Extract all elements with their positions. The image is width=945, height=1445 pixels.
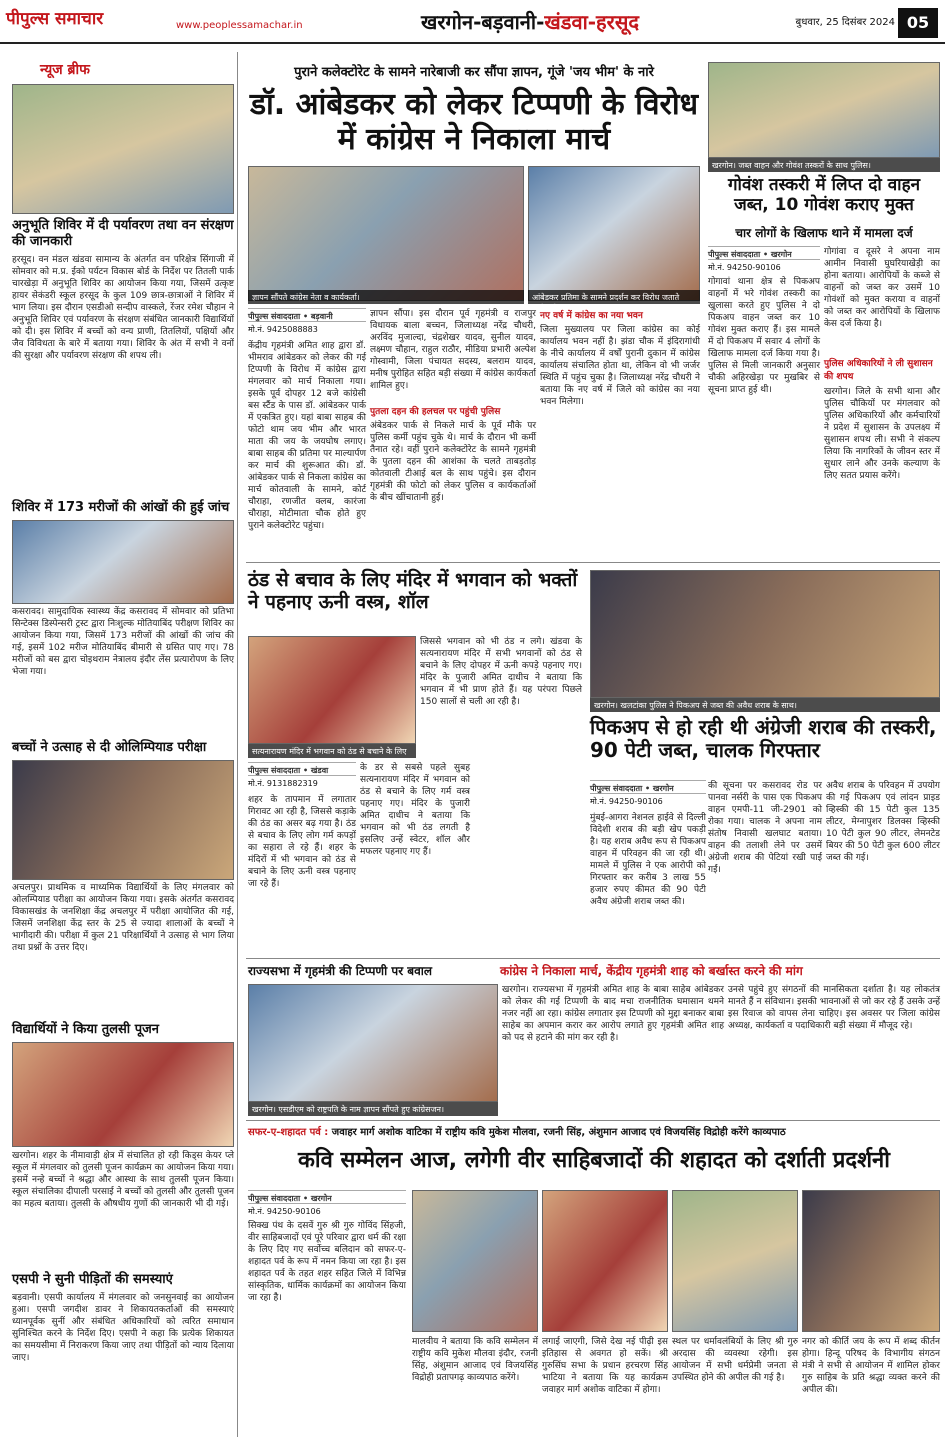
liquor-body-col3: अवैध शराब के परिवहन में उपयोग की गई पिकअप एवं लांदन प्राइड व्हिस्की की 15 पेटी कुल 135 लीटर, मेग्नापुशर डिलक्स व्हिस्की 10 पेटी कुल 90 लीटर, लेमनटेड बियर की 50 पेटी कुल 600 लीटर जब्त की गई। [826,781,940,863]
liquor-photo-caption: खरगोन। खलटांका पुलिस ने पिकअप से जब्त की अवैध शराब के साथ। [590,698,940,712]
lead-photo-2-caption: आंबेडकर प्रतिमा के सामने प्रदर्शन कर विरोध जताते कांग्रेस नेता। [528,290,700,304]
congress-march-body-2: उनसे पहुंचे हुए संगठनों की मानसिकता दर्शाता है। यह लोकतंत्र मानते हैं न संविधान। इसकी भावनाओं से जो कर रहे हैं उसके उन्हें इस रिवाज को वापस लेना चाहिए। इस अवसर पर जिला कांग्रेस अध्यक्ष, कार्यकर्ता व पदाधिकारी बड़ी संख्या में मौजूद रहे। [728,985,940,1031]
brief4-title: विद्यार्थियों ने किया तुलसी पूजन [12,1022,159,1037]
poet-body-col4: स्थल पर धर्मावलंबियों के लिए श्री गुरु अरदास की व्यवस्था रहेगी। इस आयोजन में सभी धर्मप्रेमी जनता से उपस्थित होने की अपील की गई है। [672,1337,798,1383]
olympiad-photo [12,760,234,880]
temple-body-col2: के डर से सबसे पहले सुबह सत्यनारायण मंदिर में भगवान को ठंड से बचाने के लिए गर्म वस्त्र पहनाए गए। मंदिर के पुजारी अमित दाधीच ने बताया कि भगवान को भी ठंड लगती है इसलिए उन्हें स्वेटर, शॉल और मफलर पहनाए गए हैं। [360,763,470,857]
oath-subhead: पुलिस अधिकारियों ने ली सुशासन की शपथ [824,359,933,382]
memorandum-photo [248,984,498,1102]
website-url: www.peoplessamachar.in [176,20,303,31]
poet-portrait-2 [542,1190,668,1332]
poet-body-col2: मालवीय ने बताया कि कवि सम्मेलन में राष्ट्रीय कवि मुकेश मौलवा इंदौर, रजनी सिंह, अंशुमान आजाद एवं विजयसिंह विद्रोही प्रतापगढ़ काव्यपाठ करेंगे। [412,1337,538,1383]
lead-photo-1-caption: ज्ञापन सौंपते कांग्रेस नेता व कार्यकर्ता। [248,290,524,304]
poet-headline: कवि सम्मेलन आज, लगेगी वीर साहिबजादों की शहादत को दर्शाती प्रदर्शनी [298,1148,890,1173]
cattle-byline: पीपुल्स संवाददाता • खरगोन [708,246,820,260]
camp-photo [12,84,234,214]
temple-byline: पीपुल्स संवाददाता • खंडवा [248,762,356,776]
temple-mobile: मो.नं. 9131882319 [248,779,318,788]
cattle-subhead: चार लोगों के खिलाफ थाने में मामला दर्ज [735,226,913,240]
liquor-photo [590,570,940,698]
section-title-b: खंडवा-हरसूद [544,10,639,34]
brief1-body: हरसूद। वन मंडल खंडवा सामान्य के अंतर्गत वन परिक्षेत्र सिंगाजी में सोमवार को म.प्र. ईको पर्यटन विकास बोर्ड के निर्देश पर तितली पार्क चारखेड़ा में अनुभूति शिविर का आयोजन किया गया, जिसमें उत्कृष्ट हायर सेकंडरी स्कूल हरसूद के कुल 109 छात्र-छात्राओं ने शिविर में भाग लिया। इस दौरान एसडीओ सन्दीप वास्कले, रेंजर रमेश चौहान ने अनुभूति शिविर एवं पर्यावरण के संरक्षण संबंधित जानकारी विद्यार्थियों को दी। इस शिविर में बच्चों को वन्य प्राणी, तितलियों, पक्षियों और जैव विविधता के बारे में बताया गया। शिविर के अंत में सभी ने वनों की सुरक्षा और पर्यावरण संरक्षण की शपथ ली। [12,255,234,361]
eye-camp-photo [12,520,234,604]
brief2-body: कसरावद। सामुदायिक स्वास्थ्य केंद्र कसरावद में सोमवार को प्रतिभा सिन्टेक्स डिस्पेन्सरी ट्रस्ट द्वारा निःशुल्क मोतियाबिंद परीक्षण शिविर का आयोजन किया गया, जिसमें 173 मरीजों की आंखों की जांच की गई, इसमें 102 मरीज मोतियाबिंद बीमारी से ग्रसित पाए गए। 78 मरीजों को बस द्वारा चोइथराम नेत्रालय इंदौर लेंस प्रत्यारोपण के लिए भेजा गया। [12,607,234,677]
liquor-body-col2: की सूचना पर कसरावद रोड पर पानवा नर्सरी के पास एक पिकअप वाहन एमपी-11 जी-2901 को रोका गया। चालक ने अपना नाम संतोष निवासी खलघाट बताया। वाहन की तलाशी लेने पर उसमें अंग्रेजी शराब की पेटियां रखी पाई गईं। [708,781,822,875]
lead-photo-1 [248,166,524,301]
section-title-a: खरगोन-बड़वानी- [421,10,545,34]
temple-body-col3: जिससे भगवान को भी ठंड न लगे। खंडवा के सत्यनारायण मंदिर में सभी भगवानों को ठंड से बचाने के लिए दोपहर में ऊनी कपड़े पहनाए गए। मंदिर के पुजारी अमित दाधीच ने बताया कि भगवान में भी प्राण होते हैं। यह परंपरा पिछले 150 सालों से चली आ रही है। [420,637,582,707]
lead-kicker: पुराने कलेक्टोरेट के सामने नारेबाजी कर सौंपा ज्ञापन, गूंजे 'जय भीम' के नारे [294,65,654,80]
poet-kicker-text: जवाहर मार्ग अशोक वाटिका में राष्ट्रीय कवि मुकेश मौलवा, रजनी सिंह, अंशुमान आजाद एवं विजयसिंह विद्रोही करेंगे काव्यपाठ [331,1127,786,1138]
section-title [360,8,700,38]
dateline: बुधवार, 25 दिसंबर 2024 [795,17,895,28]
divider [246,958,940,959]
brief4-body: खरगोन। शहर के नीमावाड़ी क्षेत्र में संचालित हो रही किड्स केयर प्ले स्कूल में मंगलवार को तुलसी पूजन कार्यक्रम का आयोजन किया गया। इसमें नन्हे बच्चों ने श्रद्धा और आस्था के साथ तुलसी पूजन किया। स्कूल संचालिका दीपाली परसाई ने बच्चों को तुलसी और तुलसी पूजन का महत्व बताया। तुलसी के औषधीय गुणों की जानकारी भी दी गई। [12,1151,234,1209]
cattle-photo-caption: खरगोन। जब्त वाहन और गोवंश तस्करों के साथ पुलिस। [708,158,940,172]
cattle-mobile: मो.नं. 94250-90106 [708,263,781,272]
brief1-title: अनुभूति शिविर में दी पर्यावरण तथा वन संरक्षण की जानकारी [12,218,234,249]
cattle-vehicle-photo [708,62,940,158]
temple-headline: ठंड से बचाव के लिए मंदिर में भगवान को भक्तों ने पहनाए ऊनी वस्त्र, शॉल [248,569,578,613]
congress-march-title: कांग्रेस ने निकाला मार्च, केंद्रीय गृहमंत्री शाह को बर्खास्त करने की मांग [500,964,803,978]
liquor-mobile: मो.नं. 94250-90106 [590,797,663,806]
poet-body-col5: नगर को कीर्ति जय के रूप में शब्द कीर्तन होगा। हिन्दू परिषद के विभागीय संगठन मंत्री ने सभी से आयोजन में शामिल होकर गुरु साहिब के प्रति श्रद्धा व्यक्त करने की अपील की। [802,1337,940,1395]
lead-subhead-1: पुतला दहन की हलचल पर पहुंची पुलिस [370,407,501,417]
poet-kicker-label: सफर-ए-शहादत पर्व : [248,1127,329,1138]
brief5-body: बड़वानी। एसपी कार्यालय में मंगलवार को जनसुनवाई का आयोजन हुआ। एसपी जगदीश डावर ने शिकायतकर्ताओं की समस्याएं ध्यानपूर्वक सुनीं और संबंधित अधिकारियों को त्वरित समाधान सुनिश्चित करने के निर्देश दिए। एसपी ने कहा कि प्रत्येक शिकायत का समयसीमा में निराकरण किया जाए तथा पीड़ितों को न्याय दिलाया जाए। [12,1293,234,1363]
rajya-sabha-title: राज्यसभा में गृहमंत्री की टिप्पणी पर बवाल [248,964,433,978]
temple-body-col1: शहर के तापमान में लगातार गिरावट आ रही है, जिससे कड़ाके की ठंड का असर बढ़ गया है। ठंड से बचाव के लिए लोग गर्म कपड़ों का सहारा ले रहे हैं। शहर के मंदिरों में भी भगवान को ठंड से बचाने के लिए ऊनी वस्त्र पहनाए जा रहे हैं। [248,795,356,889]
page-number: 05 [898,8,938,38]
poet-portrait-1 [412,1190,538,1332]
brief3-title: बच्चों ने उत्साह से दी ओलिम्पियाड परीक्षा [12,740,207,755]
poet-body-col3: लगाई जाएगी, जिसे देख नई पीढ़ी इस इतिहास से अवगत हो सकें। श्री गुरुसिंघ सभा के प्रधान हरचरण सिंह भाटिया ने बताया कि यह कार्यक्रम जवाहर मार्ग अशोक वाटिका में होगा। [542,1337,668,1395]
lead-body-col4: जिला मुख्यालय पर जिला कांग्रेस का कोई कार्यालय भवन नहीं है। झंडा चौक में इंदिरागांधी के नीचे कार्यालय में वर्षों पुरानी दुकान में कांग्रेस कार्यालय संचालित होता था, लेकिन वो भी जर्जर स्थिति में पहुंच चुका है। जिलाध्यक्ष नरेंद्र चौधरी ने बताया कि नए वर्ष में जिले को कांग्रेस का नया भवन मिलेगा। [540,325,700,407]
poet-kicker [248,1124,940,1140]
memorandum-photo-caption: खरगोन। एसडीएम को राष्ट्रपति के नाम ज्ञापन सौंपते हुए कांग्रेसजन। [248,1102,498,1116]
cattle-body-col2: गोगांवा व दूसरे ने अपना नाम आमीन निवासी घुघरियाखेड़ी का होना बताया। आरोपियों के कब्जे से वाहनों को जब्त कर उसमें 10 गोवंशों को मुक्त कराया व वाहनों को जब्त कर आरोपियों के खिलाफ केस दर्ज किया है। [824,247,940,329]
temple-photo [248,636,416,744]
lead-body-col1: केंद्रीय गृहमंत्री अमित शाह द्वारा डॉ. भीमराव आंबेडकर को लेकर की गई टिप्पणी के विरोध में कांग्रेस द्वारा मंगलवार को मार्च निकाला गया। इसके पूर्व दोपहर 12 बजे कांग्रेसी बस स्टैंड के पास डॉ. आंबेडकर पार्क में एकत्रित हुए। यहां बाबा साहब की फोटो थाम जय भीम और भारत माता की जय के जयघोष लगाए। बाबा साहब की प्रतिमा पर माल्यार्पण कर मार्च की शुरूआत की। डॉ. आंबेडकर पार्क से निकला कांग्रेस का मार्च कोतवाली के सामने, कोर्ट चौराहा, रणजीत क्लब, कारंजा चौराहा, मोटीमाता चौक होते हुए पुराने कलेक्टोरेट पहुंचा। [248,341,366,531]
lead-body-col3: अंबेडकर पार्क से निकले मार्च के पूर्व मौके पर पुलिस कर्मी पहुंच चुके थे। मार्च के दौरान भी कर्मी तैनात रहे। वहीं पुराने कलेक्टोरेट के सामने गृहमंत्री के पुतला दहन की आशंका के चलते ताबड़तोड़ कोतवाली टीआई बल के साथ पहुंचे। इस दौरान गृहमंत्री की फोटो को लेकर पुलिस व कार्यकर्ताओं के बीच खींचातानी हुई। [370,421,536,503]
liquor-headline: पिकअप से हो रही थी अंग्रेजी शराब की तस्करी, 90 पेटी जब्त, चालक गिरफ्तार [590,715,937,762]
temple-photo-caption: सत्यनारायण मंदिर में भगवान को ठंड से बचाने के लिए ऊनी कपड़े पहनाए गए। [248,744,416,758]
poet-portrait-4 [802,1190,940,1332]
poet-portrait-3 [672,1190,798,1332]
masthead-logo: पीपुल्स समाचार [6,9,104,29]
congress-march-body-1: खरगोन। राज्यसभा में गृहमंत्री अमित शाह के बाबा साहेब आंबेडकर को लेकर की गई टिप्पणी के बाद मचा राजनीतिक घमासान थमने नजर नहीं आ रहा। कांग्रेस लगातार इस टिप्पणी को मुद्दा बनाकर बाबा साहेब का अपमान करार कर आरोप लगाते हुए गृहमंत्री अमित शाह को पद से हटाने की मांग कर रही है। [502,985,724,1043]
brief3-body: अचलपुर। प्राथमिक व माध्यमिक विद्यार्थियों के लिए मंगलवार को ओलम्पियाड परीक्षा का आयोजन किया गया। इसके अंतर्गत कसरावद विकासखंड के जनशिक्षा केंद्र अचलपुर में परीक्षा आयोजित की गई, जिसमें जनशिक्षा केंद्र स्तर के 25 से ज्यादा शालाओं के बच्चों ने भागीदारी की। परीक्षा में कुल 21 परिक्षार्थियों ने उत्साह से भाग लिया तथा प्रश्नों के उत्तर दिए। [12,883,234,953]
poet-mobile: मो.नं. 94250-90106 [248,1207,321,1216]
lead-body-col2: ज्ञापन सौंपा। इस दौरान पूर्व गृहमंत्री व राजपुर विधायक बाला बच्चन, जिलाध्यक्ष नरेंद्र चौधरी, अरविंद मुजाल्दा, चंद्रशेखर यादव, सुनील यादव, लक्ष्मण चौहान, राहुल राठौर, मीडिया प्रभारी अल्पेश गोस्वामी, जिला पंचायत सदस्य, बलराम यादव, मनीष पुरोहित सहित बड़ी संख्या में कांग्रेस कार्यकर्ता शामिल हुए। [370,309,536,391]
lead-byline: पीपुल्स संवाददाता • बड़वानी [248,308,366,322]
cattle-headline: गोवंश तस्करी में लिप्त दो वाहन जब्त, 10 गोवंश कराए मुक्त [727,175,921,215]
poet-body-col1: सिक्ख पंथ के दसवें गुरु श्री गुरु गोविंद सिंहजी, वीर साहिबजादों एवं पूरे परिवार द्वारा धर्म की रक्षा के लिए दिए गए सर्वोच्च बलिदान को सफर-ए-शहादत पर्व के रूप में नमन किया जा रहा है। इस शहादत पर्व के तहत शहर सहित जिले में विभिन्न सांस्कृतिक, धार्मिक कार्यक्रमों का आयोजन किया जा रहा है। [248,1221,406,1303]
tulsi-puja-photo [12,1042,234,1147]
lead-headline: डॉ. आंबेडकर को लेकर टिप्पणी के विरोध में कांग्रेस ने निकाला मार्च [249,87,699,157]
divider [246,562,940,563]
liquor-byline: पीपुल्स संवाददाता • खरगोन [590,780,706,794]
liquor-body-col1: मुंबई-आगरा नेशनल हाईवे से दिल्ली विदेशी शराब की बड़ी खेप पकड़ी है। यह शराब अवैध रूप से पिकअप वाहन में परिवहन की जा रही थी। मामले में पुलिस ने एक आरोपी को गिरफ्तार कर करीब 3 लाख 55 हजार रुपए कीमत की 90 पेटी अवैध अंग्रेजी शराब जब्त की। [590,813,706,907]
divider [246,1120,940,1121]
lead-mobile: मो.नं. 9425088883 [248,325,318,334]
lead-subhead-2: नए वर्ष में कांग्रेस का नया भवन [540,311,643,321]
news-brief-label: न्यूज ब्रीफ [40,62,90,78]
poet-byline: पीपुल्स संवाददाता • खरगोन [248,1190,406,1204]
brief2-title: शिविर में 173 मरीजों की आंखों की हुई जांच [12,500,230,515]
brief5-title: एसपी ने सुनी पीड़ितों की समस्याएं [12,1272,173,1287]
lead-photo-2 [528,166,700,301]
cattle-body-col1: गोगावां थाना क्षेत्र से पिकअप वाहनों में भरे गोवंश तस्करी का खुलासा करते हुए पुलिस ने दो पिकअप वाहन जब्त कर 10 गोवंश मुक्त कराए हैं। इस मामले में दो पिकअप में सवार 4 लोगों के खिलाफ मामला दर्ज किया गया है। पुलिस से मिली जानकारी अनुसार चौकी अहिरखेड़ा पर मुखबिर से सूचना प्राप्त हुई थी। [708,277,820,395]
oath-body: खरगोन। जिले के सभी थाना और पुलिस चौकियों पर मंगलवार को पुलिस अधिकारियों और कर्मचारियों ने प्रदेश में सुशासन के उपलक्ष्य में सुशासन शपथ ली। सभी ने संकल्प लिया कि नागरिकों के जीवन स्तर में सुधार लाने और उनके कल्याण के लिए सतत प्रयास करेंगे। [824,387,940,481]
